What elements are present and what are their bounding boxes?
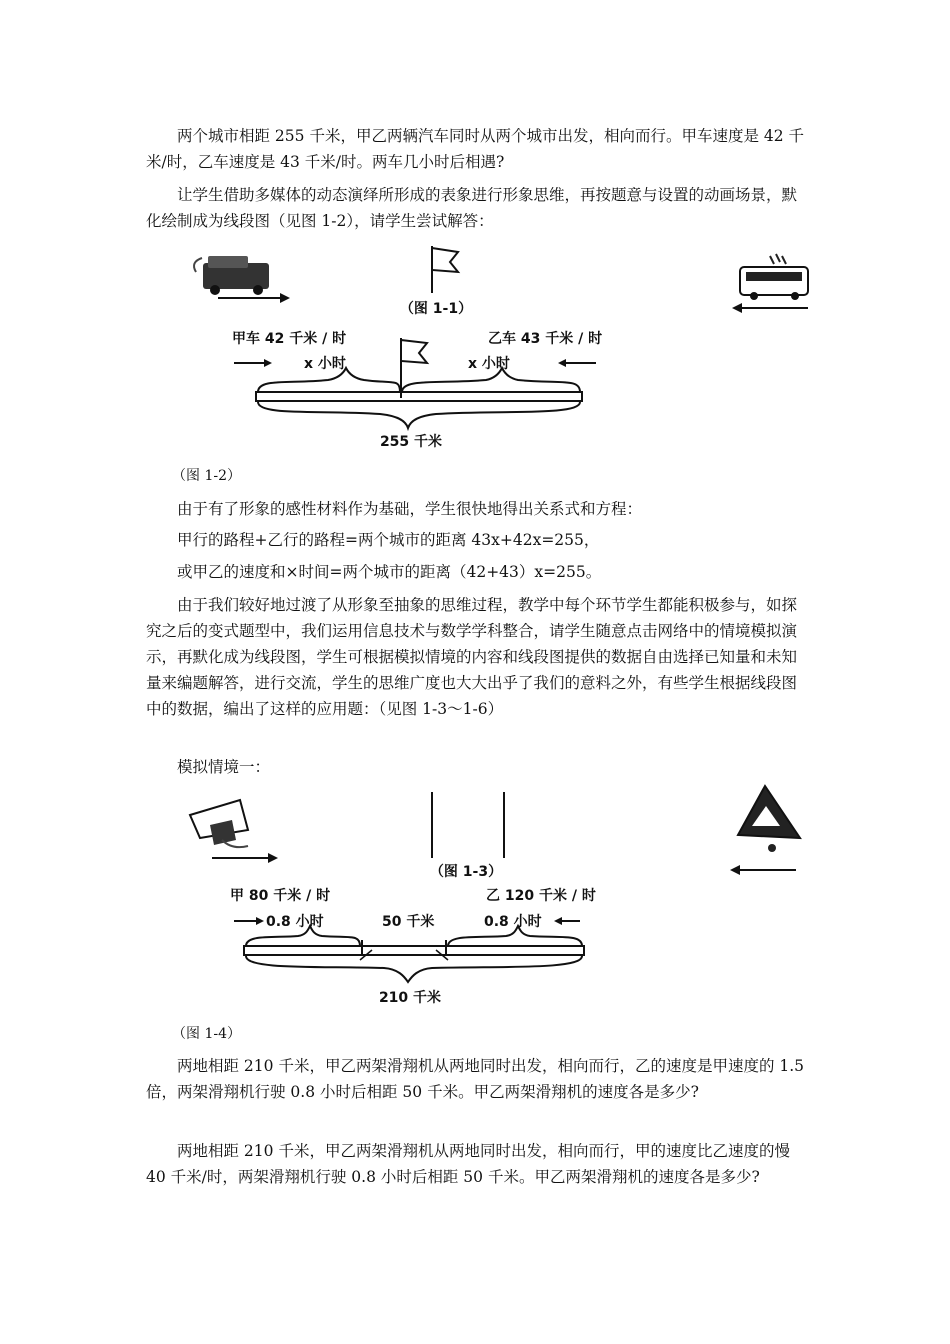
paragraph-problem-3: 两地相距 210 千米，甲乙两架滑翔机从两地同时出发，相向而行，甲的速度比乙速度的慢 40 千米/时，两架滑翔机行驶 0.8 小时后相距 50 千米。甲乙两架滑翔机的速度各是多少? xyxy=(146,1142,790,1186)
fig1-left-time: x 小时 xyxy=(304,356,346,372)
paragraph-equation-1: 甲行的路程+乙行的路程=两个城市的距离 43x+42x=255， xyxy=(177,531,600,549)
paragraph-problem-1: 两个城市相距 255 千米，甲乙两辆汽车同时从两个城市出发，相向而行。甲车速度是 42 千米/时，乙车速度是 43 千米/时。两车几小时后相遇? xyxy=(146,127,805,171)
paragraph-scenario-1: 模拟情境一： xyxy=(177,758,271,776)
arrow-left-icon xyxy=(730,865,796,875)
fig1-total: 255 千米 xyxy=(379,434,443,450)
figure-1-2-caption: （图 1-2） xyxy=(172,468,241,484)
fig2-right-speed: 乙 120 千米 / 时 xyxy=(486,888,596,904)
fig2-left-speed: 甲 80 千米 / 时 xyxy=(230,888,331,904)
paragraph-problem-2: 两地相距 210 千米，甲乙两架滑翔机从两地同时出发，相向而行，乙的速度是甲速度的 1.5 倍，两架滑翔机行驶 0.8 小时后相距 50 千米。甲乙两架滑翔机的速度各是多少? xyxy=(146,1057,805,1101)
fig2-gap: 50 千米 xyxy=(382,914,435,930)
paragraph-discussion: 由于我们较好地过渡了从形象至抽象的思维过程，教学中每个环节学生都能积极参与，如探究之后的变式题型中，我们运用信息技术与数学学科整合，请学生随意点击网络中的情境模拟演示，再默化成为线段图，学生可根据模拟情境的内容和线段图提供的数据自由选择已知量和未知量来编题解答，进行交流，学生的思维广度也大大出乎了我们的意料之外，有些学生根据线段图中的数据，编出了这样的应用题：（见图 1-3～1-6） xyxy=(146,596,798,718)
fig2-total: 210 千米 xyxy=(378,990,442,1006)
figure-1-1-caption: （图 1-1） xyxy=(399,301,473,317)
arrow-right-icon xyxy=(212,853,278,863)
fig1-right-time: x 小时 xyxy=(468,356,510,372)
fig1-left-speed: 甲车 42 千米 / 时 xyxy=(232,331,347,347)
paragraph-relation: 由于有了形象的感性材料作为基础，学生很快地得出关系式和方程： xyxy=(177,500,643,518)
glider-right-icon xyxy=(738,786,800,852)
figure-1-3-caption: （图 1-3） xyxy=(429,864,503,880)
paragraph-equation-2: 或甲乙的速度和×时间=两个城市的距离（42+43）x=255。 xyxy=(177,563,602,581)
fig1-right-speed: 乙车 43 千米 / 时 xyxy=(488,331,603,347)
fig2-right-time: 0.8 小时 xyxy=(484,914,542,930)
glider-left-icon xyxy=(190,800,248,847)
fig2-left-time: 0.8 小时 xyxy=(266,914,324,930)
paragraph-method: 让学生借助多媒体的动态演绎所形成的表象进行形象思维，再按题意与设置的动画场景，默化绘制成为线段图（见图 1-2），请学生尝试解答： xyxy=(146,186,798,230)
figure-1-4-caption: （图 1-4） xyxy=(172,1026,241,1042)
